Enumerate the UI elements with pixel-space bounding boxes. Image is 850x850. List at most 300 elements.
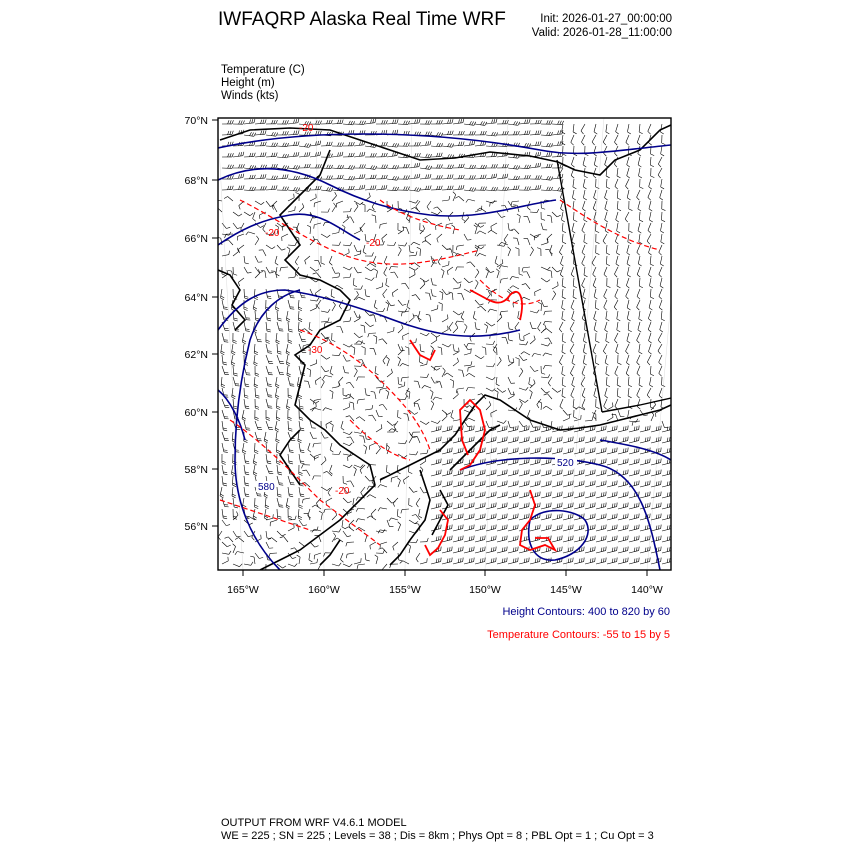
wind-barb-feather [288, 417, 292, 419]
wind-barb-shaft [501, 266, 508, 267]
wind-barb-feather [448, 175, 449, 179]
wind-barb-feather [417, 174, 418, 178]
wind-barb-shaft [541, 463, 551, 465]
wind-barb-feather [572, 319, 575, 321]
wind-barb-shaft [409, 392, 410, 399]
wind-barb-feather [327, 142, 328, 146]
wind-barb-feather [558, 121, 560, 125]
wind-barb-feather [274, 176, 276, 180]
wind-barb-feather [267, 463, 271, 464]
wind-barb-feather [299, 474, 303, 476]
wind-barb-feather [372, 278, 375, 281]
temperature-contour-label: -30 [308, 345, 323, 356]
wind-barb-shaft [626, 289, 629, 296]
wind-barb-shaft [387, 245, 394, 246]
wind-barb-feather [256, 318, 260, 319]
wind-barb-shaft [386, 278, 387, 285]
wind-barb-feather [503, 164, 504, 168]
wind-barb-feather [265, 507, 269, 509]
wind-barb-shaft [325, 408, 332, 410]
wind-barb-shaft [562, 388, 563, 396]
wind-barb-shaft [562, 300, 563, 308]
field-height-label: Height (m) [221, 77, 275, 89]
wind-barb-feather [538, 152, 539, 156]
wind-barb-feather [255, 505, 259, 507]
wind-barb-feather [379, 339, 383, 340]
wind-barb-feather [615, 373, 618, 376]
wind-barb-feather [254, 307, 257, 309]
wind-barb-shaft [365, 189, 375, 190]
wind-barb-shaft [552, 388, 557, 392]
wind-barb-feather [298, 518, 302, 520]
wind-barb-shaft [431, 441, 441, 443]
wind-barb-shaft [299, 333, 302, 341]
wind-barb-feather [434, 383, 438, 384]
wind-barb-feather [276, 441, 279, 443]
wind-barb-feather [540, 130, 541, 134]
wind-barb-shaft [639, 234, 640, 242]
wind-barb-shaft [244, 465, 245, 474]
wind-barb-shaft [563, 540, 573, 542]
wind-barb-shaft [363, 245, 365, 252]
wind-barb-shaft [615, 179, 618, 186]
wind-barb-feather [400, 561, 403, 564]
wind-barb-feather [637, 407, 640, 410]
wind-barb-feather [360, 121, 362, 125]
wind-barb-shaft [541, 223, 543, 230]
wind-barb-feather [233, 342, 237, 344]
wind-barb-shaft [238, 245, 244, 249]
wind-barb-shaft [508, 529, 518, 531]
wind-barb-shaft [662, 474, 672, 476]
wind-barb-shaft [266, 289, 267, 298]
wind-barb-shaft [314, 553, 321, 555]
wind-barb-feather [536, 152, 537, 156]
wind-barb-feather [275, 397, 278, 399]
wind-barb-shaft [288, 156, 298, 157]
wind-barb-feather [441, 269, 444, 272]
wind-barb-shaft [343, 277, 350, 278]
wind-barb-feather [423, 225, 425, 229]
wind-barb-shaft [374, 315, 376, 322]
wind-barb-feather [348, 501, 352, 503]
wind-barb-feather [431, 346, 434, 349]
wind-barb-shaft [603, 234, 607, 241]
wind-barb-shaft [453, 288, 460, 289]
temperature-contours [220, 200, 660, 545]
wind-barb-feather [398, 357, 401, 360]
wind-barb-feather [514, 131, 515, 135]
wind-barb-feather [493, 341, 495, 345]
wind-barb-shaft [315, 377, 321, 381]
wind-barb-feather [540, 185, 541, 189]
wind-barb-feather [321, 263, 325, 264]
wind-barb-shaft [519, 355, 523, 361]
wind-barb-feather [360, 175, 361, 179]
wind-barb-feather [544, 394, 548, 395]
wind-barb-shaft [549, 250, 552, 256]
wind-barb-shaft [387, 359, 389, 366]
wind-barb-shaft [497, 271, 499, 278]
wind-barb-shaft [255, 333, 258, 342]
wind-barb-feather [223, 364, 227, 365]
wind-barb-feather [476, 329, 480, 330]
wind-barb-feather [437, 143, 439, 147]
wind-barb-shaft [277, 465, 278, 474]
wind-barb-shaft [314, 454, 321, 456]
wind-barb-feather [639, 319, 642, 321]
wind-barb-shaft [409, 546, 411, 553]
wind-barb-feather [287, 375, 291, 377]
wind-barb-feather [540, 175, 542, 179]
wind-barb-shaft [617, 168, 618, 176]
wind-barb-shaft [363, 436, 365, 443]
wind-barb-feather [368, 333, 369, 337]
wind-barb-shaft [464, 278, 469, 283]
wind-barb-feather [549, 176, 551, 180]
wind-barb-shaft [459, 196, 464, 201]
wind-barb-feather [278, 494, 282, 495]
wind-barb-feather [616, 253, 619, 255]
wind-barb-feather [233, 340, 237, 342]
wind-barb-feather [453, 192, 456, 195]
wind-barb-shaft [561, 212, 563, 220]
wind-barb-shaft [618, 518, 628, 520]
wind-barb-feather [540, 163, 541, 167]
wind-barb-feather [481, 247, 484, 249]
wind-barb-feather [417, 163, 418, 167]
wind-barb-shaft [541, 474, 551, 476]
wind-barb-feather [397, 144, 399, 148]
wind-barb-shaft [380, 530, 387, 531]
wind-barb-shaft [617, 388, 618, 396]
wind-barb-feather [277, 351, 281, 352]
wind-barb-shaft [551, 271, 552, 278]
wind-barb-feather [349, 165, 351, 169]
wind-barb-feather [360, 152, 361, 156]
wind-barb-feather [492, 132, 494, 136]
wind-barb-shaft [491, 410, 497, 413]
wind-barb-feather [268, 351, 272, 352]
wind-barb-feather [547, 176, 549, 180]
wind-barb-feather [584, 220, 587, 222]
wind-barb-feather [481, 142, 482, 146]
wind-barb-feather [372, 252, 373, 256]
wind-barb-shaft [314, 443, 321, 444]
wind-barb-shaft [582, 245, 585, 252]
wind-barb-feather [285, 187, 287, 191]
wind-barb-feather [639, 176, 642, 178]
wind-barb-feather [349, 564, 352, 567]
lat-label: 62°N [184, 349, 208, 361]
model-output-line: OUTPUT FROM WRF V4.6.1 MODEL [221, 817, 407, 829]
wind-barb-shaft [435, 366, 442, 367]
wind-barb-feather [500, 279, 501, 283]
wind-barb-feather [245, 474, 249, 475]
wind-barb-shaft [265, 271, 266, 278]
wind-barb-feather [275, 430, 278, 432]
wind-barb-shaft [409, 178, 419, 179]
wind-barb-feather [627, 132, 630, 134]
wind-barb-shaft [343, 366, 345, 373]
wind-barb-feather [317, 298, 319, 301]
wind-barb-shaft [629, 441, 639, 443]
wind-barb-feather [640, 187, 644, 189]
wind-barb-feather [551, 152, 552, 156]
wind-barb-feather [481, 187, 483, 191]
wind-barb-shaft [417, 437, 420, 443]
wind-barb-feather [239, 186, 240, 190]
wind-barb-feather [308, 450, 311, 453]
wind-barb-shaft [618, 410, 620, 417]
wind-barb-shaft [244, 322, 246, 331]
wind-barb-feather [560, 121, 562, 125]
wind-barb-shaft [394, 272, 398, 278]
wind-barb-shaft [354, 245, 357, 251]
wind-barb-feather [582, 285, 585, 288]
wind-barb-shaft [508, 355, 509, 362]
wind-barb-feather [441, 186, 442, 190]
wind-barb-feather [371, 119, 372, 123]
wind-barb-shaft [288, 179, 298, 180]
wind-barb-feather [461, 175, 462, 179]
wind-barb-feather [313, 239, 317, 240]
wind-barb-feather [404, 121, 406, 125]
wind-barb-feather [496, 187, 498, 191]
wind-barb-feather [594, 319, 597, 321]
wind-barb-feather [448, 326, 449, 330]
wind-barb-shaft [387, 392, 389, 399]
wind-barb-feather [286, 364, 289, 366]
wind-barb-feather [395, 176, 397, 180]
wind-barb-shaft [296, 223, 299, 229]
wind-barb-shaft [508, 496, 518, 498]
wind-barb-shaft [222, 399, 225, 407]
wind-barb-feather [551, 177, 553, 181]
wind-barb-feather [362, 152, 363, 156]
wind-barb-shaft [594, 289, 596, 297]
wind-barb-feather [241, 174, 242, 178]
wind-barb-feather [399, 560, 403, 561]
wind-barb-feather [313, 400, 314, 404]
wind-barb-shaft [288, 377, 290, 386]
wind-barb-feather [239, 564, 242, 567]
wind-barb-shaft [420, 157, 430, 158]
wind-barb-feather [573, 286, 577, 288]
wind-barb-shaft [343, 531, 347, 537]
wind-barb-feather [250, 165, 252, 169]
wind-barb-feather [582, 230, 585, 233]
wind-barb-shaft [519, 441, 529, 443]
wind-barb-shaft [638, 322, 640, 330]
wind-barb-shaft [541, 485, 551, 487]
wind-barb-shaft [618, 551, 628, 553]
wind-barb-shaft [519, 496, 529, 498]
wind-barb-feather [213, 207, 217, 209]
wind-barb-feather [456, 267, 457, 271]
wind-barb-feather [461, 164, 462, 168]
wind-barb-feather [551, 120, 553, 124]
wind-barb-shaft [288, 476, 291, 485]
wind-barb-shaft [528, 216, 530, 223]
wind-barb-shaft [475, 156, 485, 157]
wind-barb-feather [295, 262, 297, 265]
wind-barb-feather [492, 389, 495, 392]
wind-barb-shaft [640, 540, 650, 542]
wind-barb-feather [536, 142, 537, 146]
wind-barb-feather [290, 452, 294, 453]
wind-barb-shaft [497, 212, 501, 217]
wind-barb-shaft [508, 474, 518, 476]
wind-barb-feather [400, 363, 403, 366]
wind-barb-shaft [552, 145, 562, 146]
wind-barb-shaft [607, 496, 617, 498]
wind-barb-shaft [453, 311, 459, 315]
wind-barb-feather [582, 395, 585, 398]
wind-barb-shaft [530, 441, 540, 443]
map-frame [218, 118, 671, 570]
wind-barb-feather [493, 363, 495, 367]
wind-barb-shaft [560, 256, 563, 264]
wind-barb-feather [495, 263, 498, 265]
wind-barb-feather [265, 152, 266, 156]
wind-barb-shaft [382, 339, 387, 344]
wind-barb-feather [298, 309, 302, 311]
wind-barb-shaft [497, 485, 507, 487]
wind-barb-shaft [524, 297, 530, 300]
wind-barb-feather [527, 143, 529, 147]
wind-barb-feather [265, 142, 266, 146]
wind-barb-feather [373, 119, 374, 123]
wind-barb-feather [351, 346, 355, 348]
wind-barb-shaft [475, 272, 479, 278]
wind-barb-shaft [530, 322, 532, 329]
wind-barb-feather [384, 273, 387, 276]
wind-barb-feather [393, 165, 395, 169]
wind-barb-feather [638, 264, 641, 266]
wind-barb-feather [441, 120, 442, 124]
wind-barb-feather [324, 323, 325, 327]
wind-barb-feather [298, 441, 302, 443]
wind-barb-feather [560, 141, 561, 145]
wind-barb-feather [459, 175, 460, 179]
wind-barb-feather [593, 285, 596, 288]
wind-barb-feather [660, 231, 663, 233]
wind-barb-feather [447, 315, 448, 319]
wind-barb-feather [488, 309, 490, 312]
wind-barb-shaft [659, 245, 662, 252]
wind-barb-shaft [222, 476, 223, 485]
wind-barb-feather [302, 499, 303, 503]
wind-barb-feather [428, 120, 430, 124]
wind-barb-shaft [508, 396, 514, 399]
wind-barb-shaft [238, 278, 244, 282]
wind-barb-shaft [383, 404, 387, 410]
wind-barb-shaft [442, 371, 445, 377]
wind-barb-feather [502, 390, 505, 392]
wind-barb-shaft [650, 157, 651, 165]
wind-barb-shaft [469, 373, 475, 377]
wind-barb-feather [289, 463, 293, 464]
wind-barb-shaft [409, 487, 413, 492]
wind-barb-feather [485, 131, 486, 135]
wind-barb-shaft [530, 134, 540, 135]
wind-barb-feather [260, 226, 264, 228]
wind-barb-shaft [582, 399, 585, 406]
wind-barb-feather [320, 164, 321, 168]
wind-barb-shaft [534, 234, 541, 236]
wind-barb-feather [318, 186, 319, 190]
wind-barb-shaft [605, 201, 607, 209]
wind-barb-shaft [530, 383, 535, 388]
wind-barb-feather [287, 120, 288, 124]
wind-barb-shaft [276, 410, 277, 419]
wind-barb-feather [244, 309, 248, 310]
wind-barb-shaft [618, 463, 628, 465]
wind-barb-shaft [351, 437, 354, 443]
wind-barb-feather [379, 389, 380, 393]
wind-barb-shaft [424, 385, 431, 388]
wind-barb-shaft [571, 333, 574, 340]
wind-barb-shaft [629, 518, 639, 520]
wind-barb-feather [393, 120, 394, 124]
wind-barb-feather [278, 353, 282, 354]
wind-barb-shaft [639, 212, 640, 220]
wind-barb-feather [223, 472, 227, 473]
wind-barb-shaft [497, 463, 507, 465]
wind-barb-feather [549, 164, 550, 168]
wind-barb-shaft [387, 156, 397, 157]
wind-barb-shaft [321, 321, 328, 322]
wind-barb-feather [488, 230, 491, 232]
wind-barb-shaft [398, 124, 408, 125]
wind-barb-shaft [637, 190, 640, 197]
wind-barb-feather [323, 375, 325, 378]
wind-barb-feather [439, 302, 443, 304]
wind-barb-feather [339, 242, 341, 246]
wind-barb-feather [474, 122, 476, 126]
wind-barb-shaft [497, 156, 507, 157]
wind-barb-feather [503, 187, 505, 191]
wind-barb-feather [286, 351, 289, 353]
wind-barb-feather [250, 175, 251, 179]
wind-barb-shaft [325, 375, 332, 377]
wind-barb-feather [491, 226, 492, 230]
wind-barb-shaft [486, 485, 496, 487]
wind-barb-shaft [617, 201, 618, 209]
wind-barb-feather [313, 273, 317, 274]
wind-barb-shaft [660, 124, 662, 132]
wind-barb-shaft [596, 452, 606, 454]
wind-barb-feather [298, 320, 302, 322]
wind-barb-feather [339, 352, 341, 356]
wind-barb-shaft [354, 318, 360, 322]
wind-barb-shaft [617, 322, 618, 330]
wind-barb-feather [648, 319, 651, 322]
wind-barb-feather [558, 153, 559, 157]
wind-barb-feather [426, 422, 429, 425]
wind-barb-shaft [606, 333, 607, 341]
wind-barb-shaft [343, 498, 348, 503]
wind-barb-feather [382, 239, 383, 243]
wind-barb-feather [413, 491, 417, 492]
wind-barb-feather [230, 131, 231, 135]
wind-barb-shaft [288, 277, 295, 278]
wind-barb-feather [557, 270, 561, 272]
wind-barb-feather [426, 120, 428, 124]
wind-barb-feather [309, 152, 310, 156]
wind-barb-feather [299, 318, 303, 320]
